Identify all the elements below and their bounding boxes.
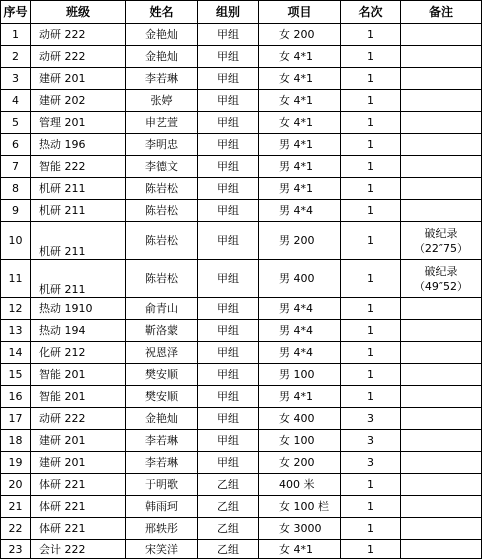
cell-name: 俞青山 xyxy=(126,298,198,320)
cell-rank: 1 xyxy=(341,364,401,386)
cell-group: 乙组 xyxy=(198,518,259,540)
cell-no: 6 xyxy=(1,134,31,156)
cell-class: 动研 222 xyxy=(31,408,126,430)
cell-no: 23 xyxy=(1,540,31,559)
cell-note xyxy=(401,474,482,496)
table-body xyxy=(1,24,482,559)
cell-name: 李德文 xyxy=(126,156,198,178)
cell-note xyxy=(401,68,482,90)
cell-event: 女 4*1 xyxy=(259,90,341,112)
table-row xyxy=(1,474,482,496)
cell-group: 甲组 xyxy=(198,68,259,90)
cell-name: 邢轶彤 xyxy=(126,518,198,540)
header-row xyxy=(1,1,482,24)
cell-group: 甲组 xyxy=(198,90,259,112)
cell-event: 400 米 xyxy=(259,474,341,496)
cell-rank: 1 xyxy=(341,222,401,260)
cell-rank: 1 xyxy=(341,342,401,364)
cell-rank: 1 xyxy=(341,518,401,540)
table-row xyxy=(1,260,482,298)
cell-group: 甲组 xyxy=(198,342,259,364)
cell-event: 女 100 栏 xyxy=(259,496,341,518)
cell-group: 甲组 xyxy=(198,260,259,298)
cell-rank: 1 xyxy=(341,260,401,298)
cell-rank: 3 xyxy=(341,452,401,474)
cell-group: 乙组 xyxy=(198,496,259,518)
header-rank: 名次 xyxy=(341,1,401,24)
cell-class: 体研 221 xyxy=(31,518,126,540)
cell-event: 男 400 xyxy=(259,260,341,298)
table-row xyxy=(1,90,482,112)
cell-note xyxy=(401,364,482,386)
cell-name: 陈岩松 xyxy=(126,178,198,200)
cell-class: 建研 201 xyxy=(31,452,126,474)
cell-group: 甲组 xyxy=(198,430,259,452)
cell-rank: 1 xyxy=(341,320,401,342)
cell-note xyxy=(401,540,482,559)
cell-group: 甲组 xyxy=(198,452,259,474)
cell-event: 男 4*1 xyxy=(259,156,341,178)
cell-no: 4 xyxy=(1,90,31,112)
cell-group: 乙组 xyxy=(198,474,259,496)
table-row xyxy=(1,178,482,200)
cell-no: 22 xyxy=(1,518,31,540)
cell-rank: 1 xyxy=(341,386,401,408)
cell-rank: 1 xyxy=(341,540,401,559)
cell-event: 男 100 xyxy=(259,364,341,386)
cell-rank: 3 xyxy=(341,408,401,430)
table-row xyxy=(1,156,482,178)
cell-no: 8 xyxy=(1,178,31,200)
table-row xyxy=(1,46,482,68)
cell-note xyxy=(401,496,482,518)
cell-name: 李明忠 xyxy=(126,134,198,156)
cell-name: 李若琳 xyxy=(126,452,198,474)
cell-class: 机研 211 xyxy=(31,178,126,200)
cell-note xyxy=(401,298,482,320)
cell-rank: 1 xyxy=(341,112,401,134)
cell-note xyxy=(401,90,482,112)
cell-note xyxy=(401,452,482,474)
table-row xyxy=(1,68,482,90)
cell-name: 李若琳 xyxy=(126,430,198,452)
cell-group: 甲组 xyxy=(198,364,259,386)
cell-event: 男 4*1 xyxy=(259,178,341,200)
cell-group: 甲组 xyxy=(198,320,259,342)
cell-group: 甲组 xyxy=(198,222,259,260)
cell-note xyxy=(401,320,482,342)
cell-group: 甲组 xyxy=(198,24,259,46)
cell-no: 18 xyxy=(1,430,31,452)
cell-no: 14 xyxy=(1,342,31,364)
table-row xyxy=(1,496,482,518)
header-event: 项目 xyxy=(259,1,341,24)
table-row xyxy=(1,134,482,156)
cell-note xyxy=(401,178,482,200)
cell-rank: 1 xyxy=(341,68,401,90)
cell-note xyxy=(401,386,482,408)
cell-note xyxy=(401,112,482,134)
cell-class: 热动 196 xyxy=(31,134,126,156)
cell-no: 13 xyxy=(1,320,31,342)
cell-name: 金艳灿 xyxy=(126,24,198,46)
cell-event: 男 4*1 xyxy=(259,386,341,408)
cell-rank: 1 xyxy=(341,134,401,156)
cell-class: 会计 222 xyxy=(31,540,126,559)
cell-class: 机研 211 xyxy=(31,260,126,298)
table-row xyxy=(1,342,482,364)
cell-name: 韩雨珂 xyxy=(126,496,198,518)
cell-class: 热动 194 xyxy=(31,320,126,342)
cell-event: 女 400 xyxy=(259,408,341,430)
header-name: 姓名 xyxy=(126,1,198,24)
cell-note xyxy=(401,134,482,156)
cell-no: 1 xyxy=(1,24,31,46)
cell-no: 3 xyxy=(1,68,31,90)
cell-rank: 3 xyxy=(341,430,401,452)
cell-no: 7 xyxy=(1,156,31,178)
cell-note xyxy=(401,408,482,430)
cell-event: 女 100 xyxy=(259,430,341,452)
cell-name: 李若琳 xyxy=(126,68,198,90)
cell-rank: 1 xyxy=(341,24,401,46)
cell-class: 智能 201 xyxy=(31,386,126,408)
cell-no: 19 xyxy=(1,452,31,474)
header-no: 序号 xyxy=(1,1,31,24)
cell-name: 金艳灿 xyxy=(126,46,198,68)
table-row xyxy=(1,452,482,474)
table-row xyxy=(1,298,482,320)
cell-no: 5 xyxy=(1,112,31,134)
cell-event: 女 4*1 xyxy=(259,68,341,90)
cell-rank: 1 xyxy=(341,178,401,200)
cell-class: 体研 221 xyxy=(31,474,126,496)
table-row xyxy=(1,24,482,46)
cell-no: 15 xyxy=(1,364,31,386)
cell-no: 21 xyxy=(1,496,31,518)
cell-rank: 1 xyxy=(341,46,401,68)
cell-note xyxy=(401,24,482,46)
cell-class: 智能 222 xyxy=(31,156,126,178)
cell-event: 男 4*1 xyxy=(259,134,341,156)
cell-event: 男 200 xyxy=(259,222,341,260)
table-row xyxy=(1,320,482,342)
cell-class: 机研 211 xyxy=(31,200,126,222)
cell-name: 申艺萱 xyxy=(126,112,198,134)
table-row xyxy=(1,408,482,430)
header-group: 组别 xyxy=(198,1,259,24)
cell-class: 智能 201 xyxy=(31,364,126,386)
cell-event: 男 4*4 xyxy=(259,298,341,320)
cell-class: 管理 201 xyxy=(31,112,126,134)
cell-group: 甲组 xyxy=(198,298,259,320)
table-row xyxy=(1,112,482,134)
cell-name: 祝恩泽 xyxy=(126,342,198,364)
cell-class: 建研 202 xyxy=(31,90,126,112)
cell-group: 甲组 xyxy=(198,134,259,156)
cell-event: 女 4*1 xyxy=(259,540,341,559)
cell-name: 金艳灿 xyxy=(126,408,198,430)
cell-event: 女 4*1 xyxy=(259,112,341,134)
cell-name: 宋笑洋 xyxy=(126,540,198,559)
cell-no: 2 xyxy=(1,46,31,68)
cell-event: 女 200 xyxy=(259,452,341,474)
cell-group: 甲组 xyxy=(198,200,259,222)
cell-no: 11 xyxy=(1,260,31,298)
cell-no: 12 xyxy=(1,298,31,320)
table-row xyxy=(1,430,482,452)
cell-no: 9 xyxy=(1,200,31,222)
cell-group: 甲组 xyxy=(198,156,259,178)
cell-no: 10 xyxy=(1,222,31,260)
header-note: 备注 xyxy=(401,1,482,24)
cell-note: 破纪录（49″52） xyxy=(401,260,482,298)
cell-class: 动研 222 xyxy=(31,24,126,46)
cell-group: 甲组 xyxy=(198,178,259,200)
cell-event: 女 200 xyxy=(259,24,341,46)
cell-group: 甲组 xyxy=(198,386,259,408)
cell-no: 16 xyxy=(1,386,31,408)
table-row xyxy=(1,364,482,386)
cell-name: 陈岩松 xyxy=(126,260,198,298)
table-row xyxy=(1,200,482,222)
cell-note xyxy=(401,518,482,540)
cell-rank: 1 xyxy=(341,156,401,178)
cell-note: 破纪录（22″75） xyxy=(401,222,482,260)
cell-group: 甲组 xyxy=(198,46,259,68)
cell-event: 女 3000 xyxy=(259,518,341,540)
cell-class: 体研 221 xyxy=(31,496,126,518)
cell-event: 女 4*1 xyxy=(259,46,341,68)
cell-note xyxy=(401,46,482,68)
cell-name: 陈岩松 xyxy=(126,200,198,222)
cell-class: 建研 201 xyxy=(31,68,126,90)
cell-rank: 1 xyxy=(341,298,401,320)
cell-no: 20 xyxy=(1,474,31,496)
cell-note xyxy=(401,342,482,364)
cell-name: 张婷 xyxy=(126,90,198,112)
cell-no: 17 xyxy=(1,408,31,430)
cell-name: 靳洛蒙 xyxy=(126,320,198,342)
cell-class: 动研 222 xyxy=(31,46,126,68)
cell-name: 樊安顺 xyxy=(126,364,198,386)
table-row xyxy=(1,222,482,260)
cell-class: 机研 211 xyxy=(31,222,126,260)
cell-class: 建研 201 xyxy=(31,430,126,452)
cell-name: 陈岩松 xyxy=(126,222,198,260)
cell-note xyxy=(401,430,482,452)
cell-note xyxy=(401,200,482,222)
cell-rank: 1 xyxy=(341,200,401,222)
cell-name: 于明歌 xyxy=(126,474,198,496)
cell-event: 男 4*4 xyxy=(259,200,341,222)
cell-rank: 1 xyxy=(341,474,401,496)
cell-class: 化研 212 xyxy=(31,342,126,364)
cell-group: 甲组 xyxy=(198,408,259,430)
cell-event: 男 4*4 xyxy=(259,320,341,342)
cell-class: 热动 1910 xyxy=(31,298,126,320)
table-row xyxy=(1,386,482,408)
cell-name: 樊安顺 xyxy=(126,386,198,408)
cell-rank: 1 xyxy=(341,90,401,112)
cell-rank: 1 xyxy=(341,496,401,518)
cell-group: 乙组 xyxy=(198,540,259,559)
cell-event: 男 4*4 xyxy=(259,342,341,364)
table-row xyxy=(1,518,482,540)
cell-note xyxy=(401,156,482,178)
table-row xyxy=(1,540,482,559)
header-class: 班级 xyxy=(31,1,126,24)
cell-group: 甲组 xyxy=(198,112,259,134)
